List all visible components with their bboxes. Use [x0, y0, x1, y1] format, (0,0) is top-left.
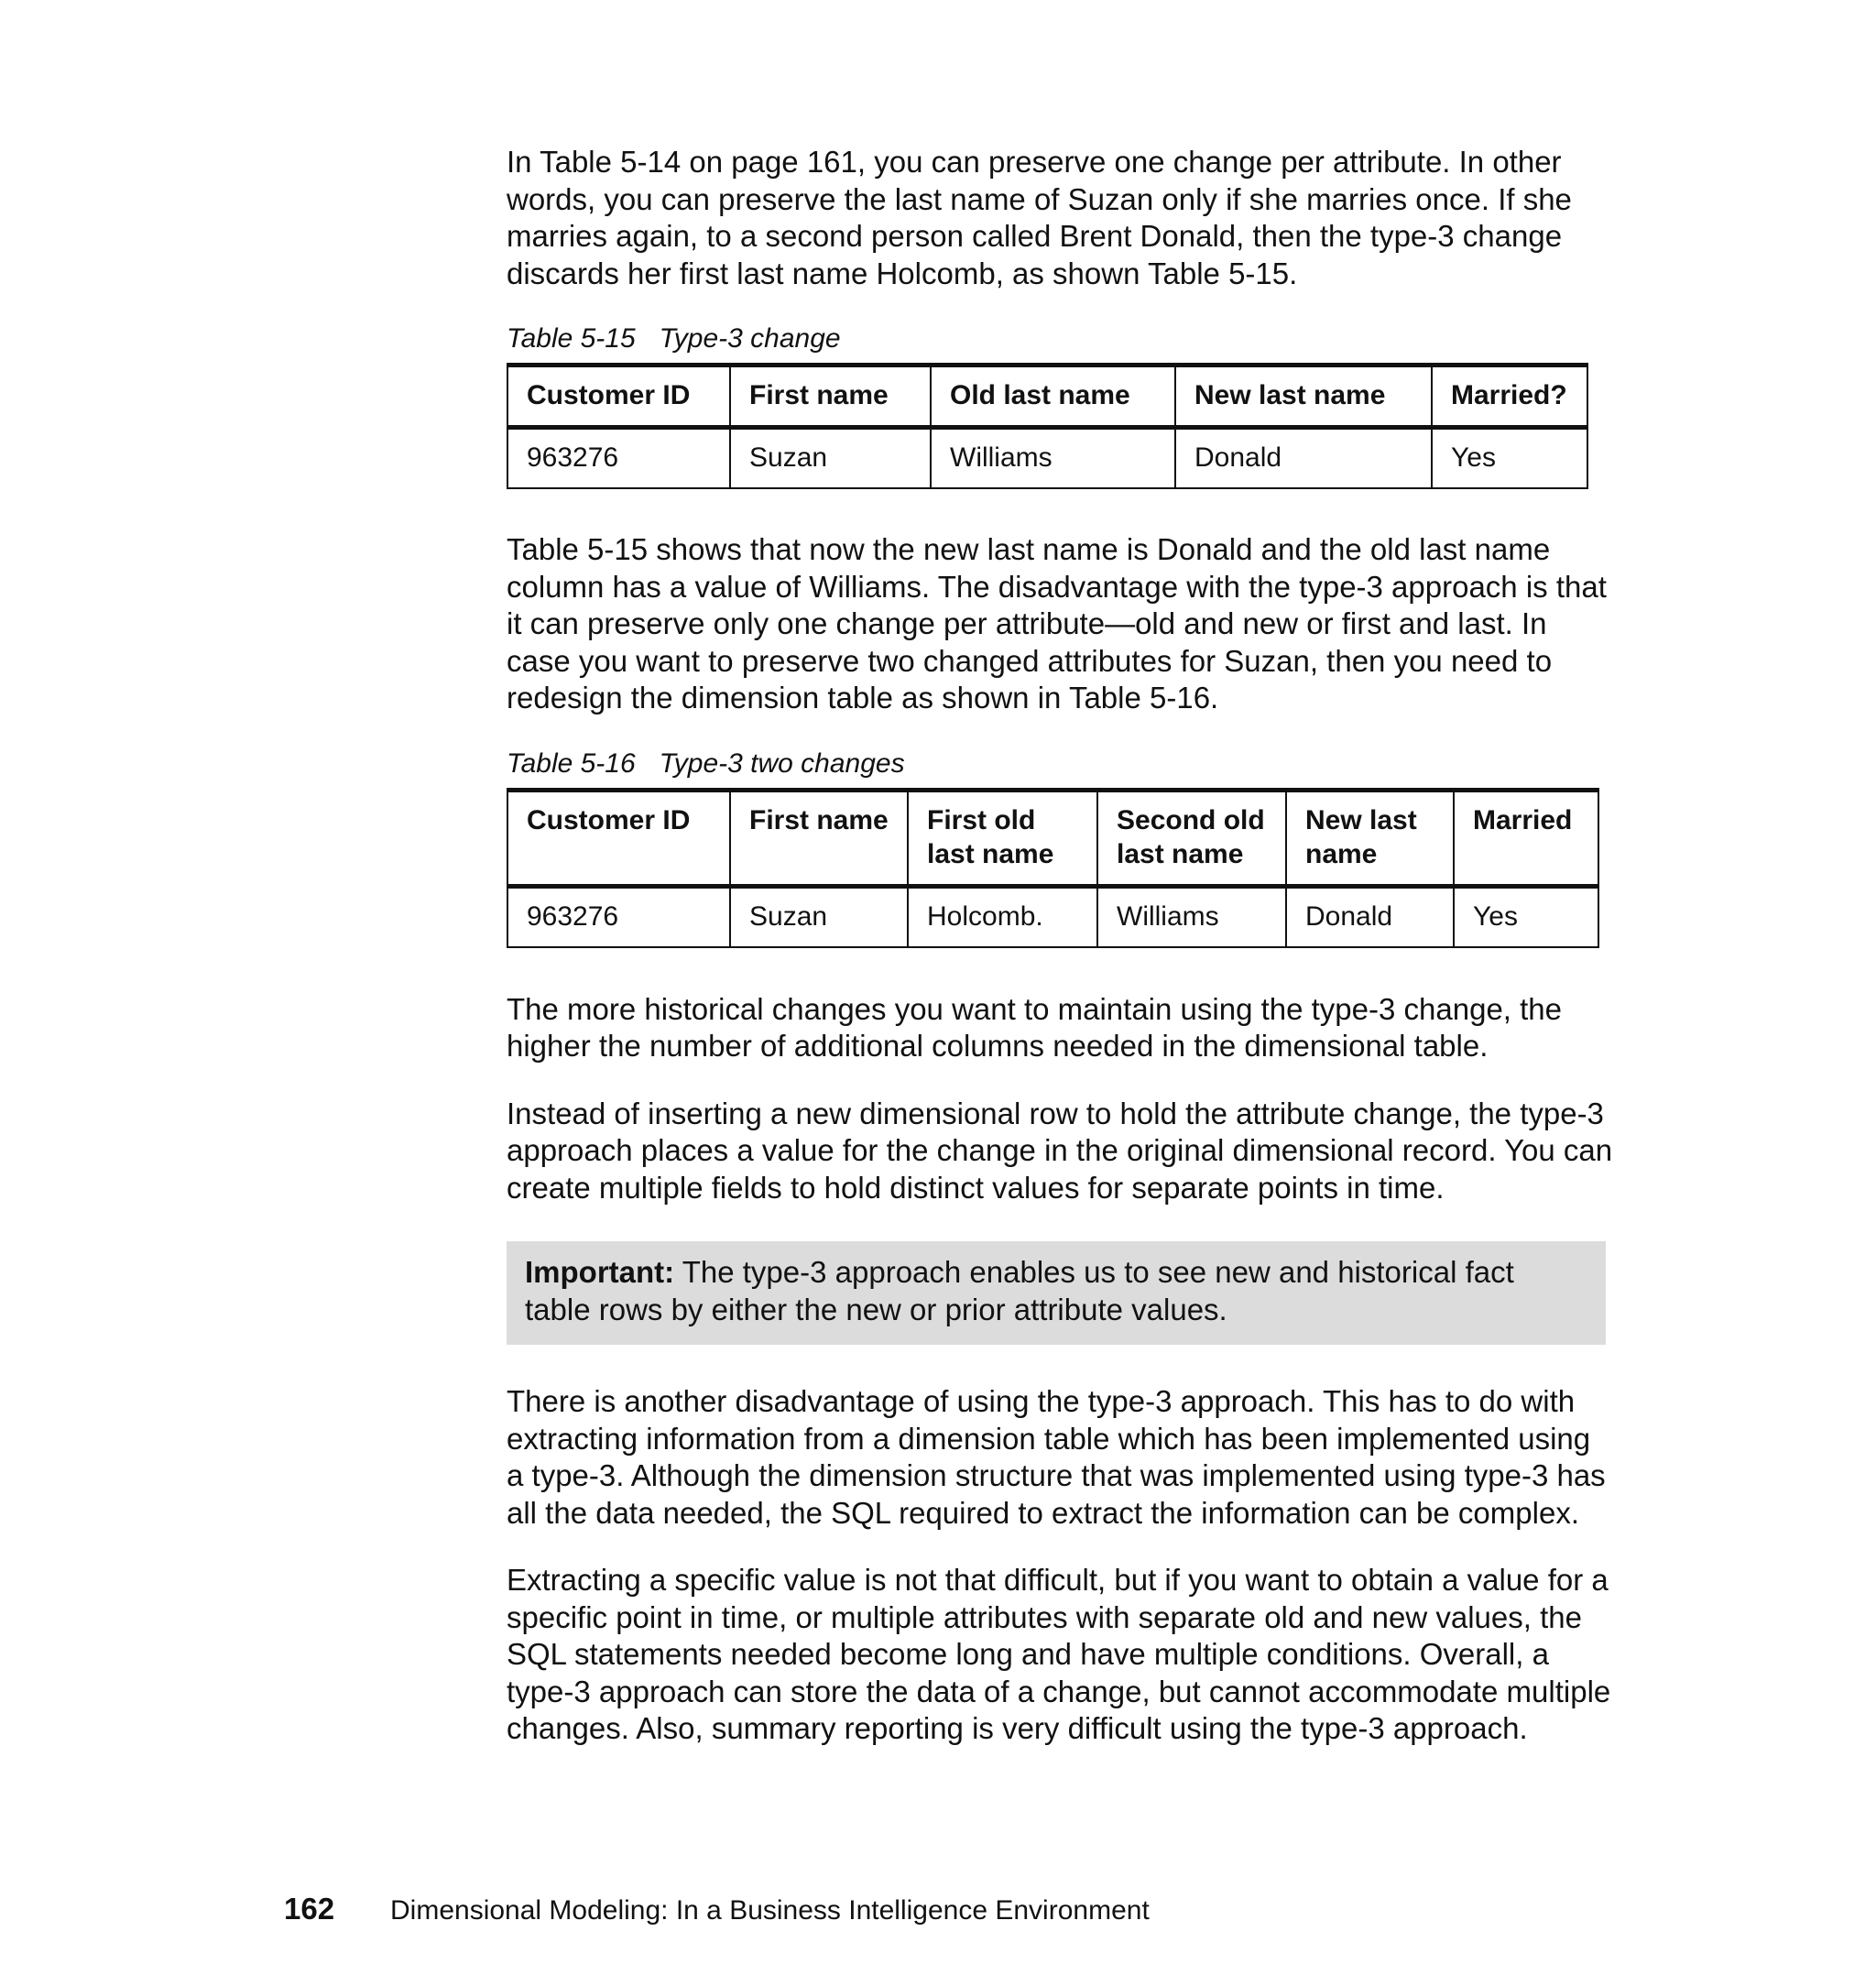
paragraph-1: In Table 5-14 on page 161, you can preserve one change per attribute. In other words, you can preserve the last name of Suzan only if she marries once. If she marries again, to a second person called Brent Donald, then the type-3 change discards her first last name Holcomb, as shown Table 5-15. [507, 145, 1572, 290]
header-first-old-last-name: First old last name [908, 790, 1097, 886]
important-label: Important: [525, 1255, 675, 1289]
header-new-last-name: New last name [1286, 790, 1454, 886]
table-header-row [507, 790, 1598, 886]
cell-first-old-last-name: Holcomb. [908, 886, 1097, 947]
table-5-16-label: Table 5-16 [507, 747, 636, 779]
paragraph-2: Table 5-15 shows that now the new last name is Donald and the old last name column has a value of Williams. The disadvantage with the type-3 approach is that it can preserve only one change per attribute—old and new or first and last. In case you want to preserve two changed attributes for Suzan, then you need to redesign the dimension table as shown in Table 5-16. [507, 532, 1607, 715]
cell-customer-id: 963276 [507, 886, 730, 947]
header-customer-id: Customer ID [507, 366, 730, 428]
table-header-row [507, 366, 1587, 428]
cell-second-old-last-name: Williams [1097, 886, 1286, 947]
table-5-16 [507, 788, 1599, 948]
cell-first-name: Suzan [730, 886, 908, 947]
table-row [507, 428, 1587, 489]
table-5-16-title: Type-3 two changes [659, 747, 905, 779]
table-row [507, 886, 1598, 947]
header-first-name: First name [730, 790, 908, 886]
header-old-last-name: Old last name [931, 366, 1175, 428]
cell-old-last-name: Williams [931, 428, 1175, 489]
page-footer [284, 1891, 1150, 1929]
important-text: The type-3 approach enables us to see new and historical fact table rows by either the new or prior attribute values. [525, 1255, 1514, 1326]
table-5-15-title: Type-3 change [659, 323, 841, 354]
cell-first-name: Suzan [730, 428, 931, 489]
cell-new-last-name: Donald [1286, 886, 1454, 947]
header-first-name: First name [730, 366, 931, 428]
paragraph-6: Extracting a specific value is not that difficult, but if you want to obtain a value for a specific point in time, or multiple attributes with separate old and new values, the SQL statements needed become long and have multiple conditions. Overall, a type-3 approach can store the data of a change, but cannot accommodate multiple changes. Also, summary reporting is very difficult using the type-3 approach. [507, 1563, 1611, 1745]
page-number: 162 [284, 1892, 335, 1926]
table-5-15-caption [507, 322, 1615, 355]
cell-married: Yes [1454, 886, 1598, 947]
paragraph-5: There is another disadvantage of using the type-3 approach. This has to do with extracting information from a dimension table which has been implemented using a type-3. Although the dimension structure that was implemented using type-3 has all the data needed, the SQL required to extract the information can be complex. [507, 1384, 1606, 1530]
book-title: Dimensional Modeling: In a Business Intelligence Environment [390, 1895, 1150, 1926]
page-content [507, 144, 1615, 1748]
paragraph-3: The more historical changes you want to maintain using the type-3 change, the higher the number of additional columns needed in the dimensional table. [507, 991, 1563, 1063]
cell-married: Yes [1432, 428, 1587, 489]
header-customer-id: Customer ID [507, 790, 730, 886]
header-married: Married? [1432, 366, 1587, 428]
header-married: Married [1454, 790, 1598, 886]
cell-customer-id: 963276 [507, 428, 730, 489]
table-5-16-caption [507, 747, 1615, 780]
header-new-last-name: New last name [1175, 366, 1432, 428]
table-5-15-label: Table 5-15 [507, 323, 636, 354]
paragraph-4: Instead of inserting a new dimensional row to hold the attribute change, the type-3 approach places a value for the change in the original dimensional record. You can create multiple fields to hold distinct values for separate points in time. [507, 1096, 1613, 1205]
important-note [507, 1241, 1606, 1345]
table-5-15 [507, 363, 1588, 489]
cell-new-last-name: Donald [1175, 428, 1432, 489]
header-second-old-last-name: Second old last name [1097, 790, 1286, 886]
